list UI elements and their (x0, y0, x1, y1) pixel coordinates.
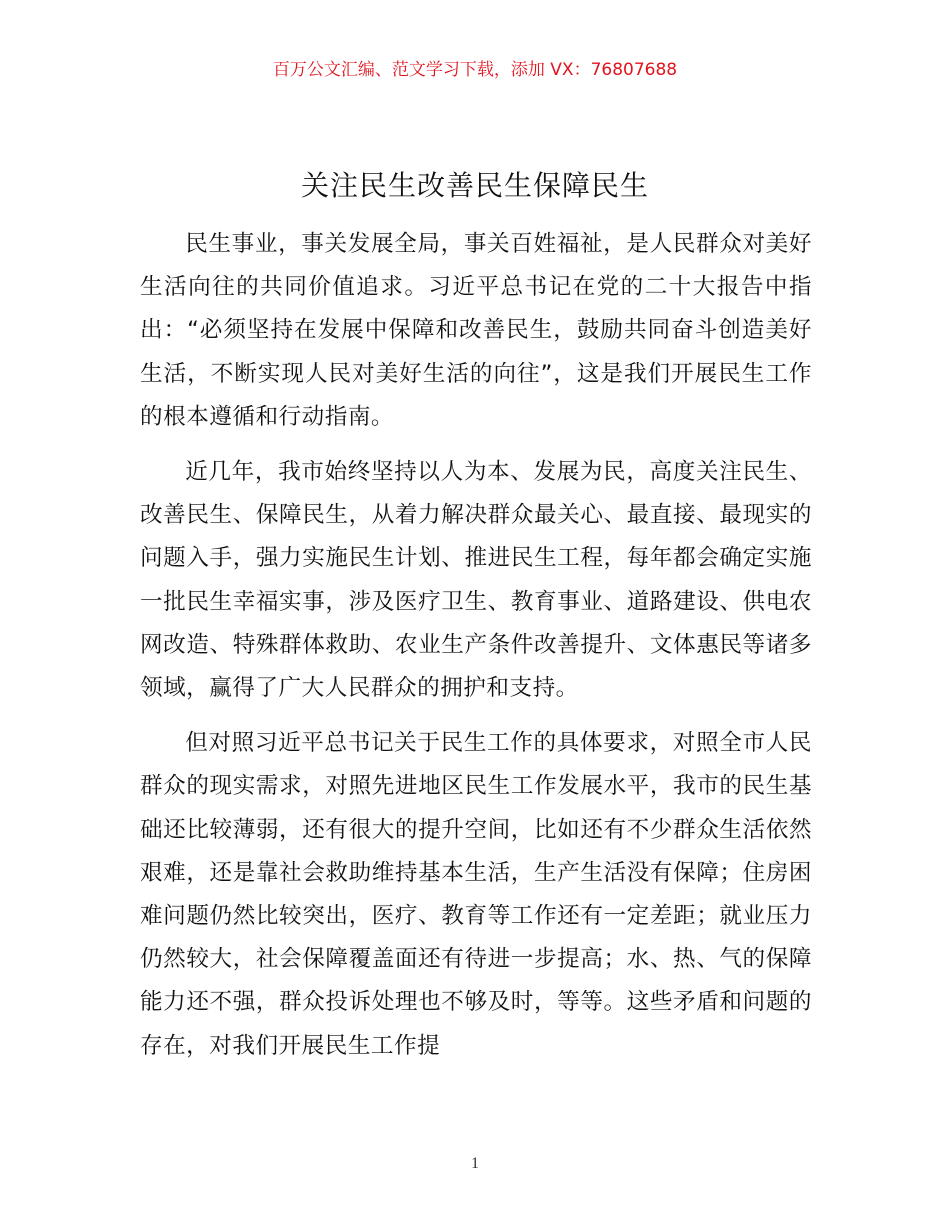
paragraph-1: 民生事业，事关发展全局，事关百姓福祉，是人民群众对美好生活向往的共同价值追求。习近平总书记在党的二十大报告中指出：“必须坚持在发展中保障和改善民生，鼓励共同奋斗创造美好生活，不断实现人民对美好生活的向往”，这是我们开展民生工作的根本遵循和行动指南。 (140, 231, 812, 430)
document-body (140, 223, 812, 1080)
document-title: 关注民生改善民生保障民生 (300, 169, 649, 202)
watermark-banner: 百万公文汇编、范文学习下载，添加 VX：76807688 (272, 60, 678, 80)
paragraph-2: 近几年，我市始终坚持以人为本、发展为民，高度关注民生、改善民生、保障民生，从着力解决群众最关心、最直接、最现实的问题入手，强力实施民生计划、推进民生工程，每年都会确定实施一批民生幸福实事，涉及医疗卫生、教育事业、道路建设、供电农网改造、特殊群体救助、农业生产条件改善提升、文体惠民等诸多领域，赢得了广大人民群众的拥护和支持。 (140, 459, 812, 702)
page-number: 1 (471, 1155, 479, 1172)
paragraph-3: 但对照习近平总书记关于民生工作的具体要求，对照全市人民群众的现实需求，对照先进地区民生工作发展水平，我市的民生基础还比较薄弱，还有很大的提升空间，比如还有不少群众生活依然艰难，还是靠社会救助维持基本生活，生产生活没有保障；住房困难问题仍然比较突出，医疗、教育等工作还有一定差距；就业压力仍然较大，社会保障覆盖面还有待进一步提高；水、热、气的保障能力还不强，群众投诉处理也不够及时，等等。这些矛盾和问题的存在，对我们开展民生工作提 (140, 730, 812, 1059)
